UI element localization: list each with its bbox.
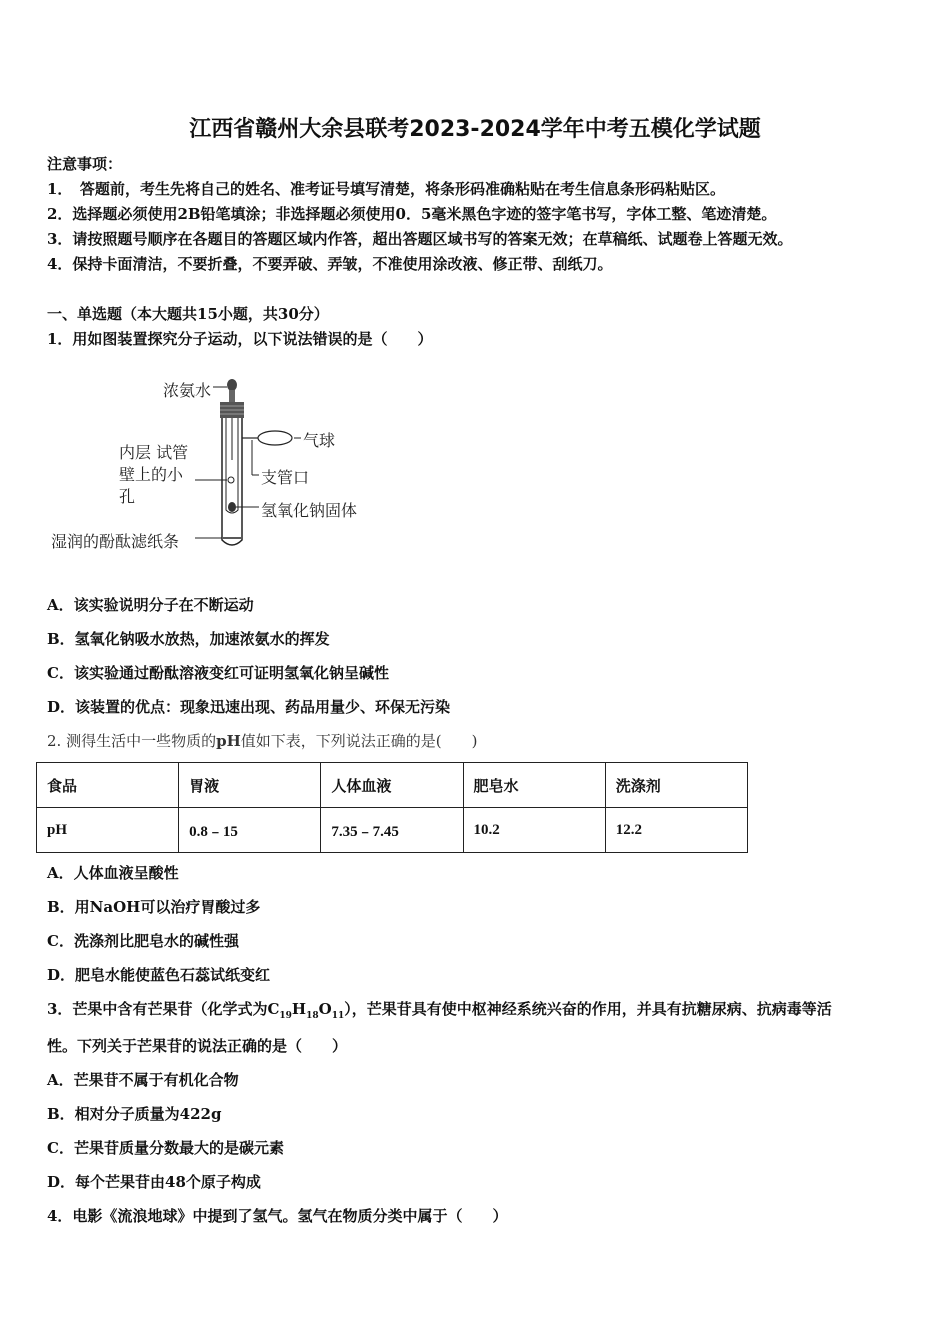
q2-stem	[47, 730, 478, 751]
label-hole: 孔	[119, 487, 136, 506]
notice-item: 1． 答题前，考生先将自己的姓名、准考证号填写清楚，将条形码准确粘贴在考生信息条形码粘贴区。	[47, 180, 725, 198]
formula-part: O	[318, 1000, 332, 1018]
table-header-cell: 人体血液	[321, 763, 463, 808]
notice-heading: 注意事项：	[47, 155, 123, 173]
label-paper: 湿润的酚酞滤纸条	[51, 532, 180, 551]
q3-option-c: C．芒果苷质量分数最大的是碳元素	[47, 1139, 284, 1157]
notice-item: 2．选择题必须使用2B铅笔填涂；非选择题必须使用0．5毫米黑色字迹的签字笔书写，字体工整、笔迹清楚。	[47, 205, 777, 223]
q2-stem-b: 值如下表，下列说法正确的是( )	[240, 732, 478, 750]
apparatus-diagram	[45, 370, 385, 560]
label-balloon: 气球	[303, 431, 336, 450]
table-header-cell: 食品	[37, 763, 179, 808]
q2-stem-a: 测得生活中一些物质的	[66, 732, 217, 750]
q2-option-a: A．人体血液呈酸性	[47, 864, 179, 882]
label-hole: 壁上的小	[119, 465, 184, 484]
q2-stem-ph: pH	[216, 732, 241, 750]
formula-part: H	[291, 1000, 307, 1018]
label-hole: 内层 试管	[119, 443, 189, 462]
q1-option-a: A．该实验说明分子在不断运动	[47, 596, 254, 614]
q2-number: 2.	[47, 732, 62, 750]
q2-option-b: B．用NaOH可以治疗胃酸过多	[47, 898, 261, 916]
q3-option-b: B．相对分子质量为422g	[47, 1105, 222, 1123]
table-header-cell: 肥皂水	[463, 763, 605, 808]
q3-option-d: D．每个芒果苷由48个原子构成	[47, 1173, 261, 1191]
q1-option-b: B．氢氧化钠吸水放热，加速浓氨水的挥发	[47, 630, 330, 648]
formula-sub: 11	[331, 1011, 345, 1021]
q2-option-d: D．肥皂水能使蓝色石蕊试纸变红	[47, 966, 271, 984]
notice-item: 3．请按照题号顺序在各题目的答题区域内作答，超出答题区域书写的答案无效；在草稿纸、试题卷上答题无效。	[47, 230, 793, 248]
q1-option-d: D．该装置的优点：现象迅速出现、药品用量少、环保无污染	[47, 698, 451, 716]
ph-table	[36, 762, 748, 853]
q3-stem-a: 3．芒果中含有芒果苷（化学式为C	[47, 1000, 280, 1018]
q4-stem: 4．电影《流浪地球》中提到了氢气。氢气在物质分类中属于（ ）	[47, 1207, 508, 1225]
notice-item: 4．保持卡面清洁，不要折叠，不要弄破、弄皱，不准使用涂改液、修正带、刮纸刀。	[47, 255, 613, 273]
table-cell: 10.2	[463, 808, 605, 853]
label-branch: 支管口	[261, 468, 310, 487]
q3-stem-line1	[47, 998, 832, 1021]
table-row	[37, 808, 748, 853]
table-cell: 0.8﹣15	[179, 808, 321, 853]
label-ammonia: 浓氨水	[163, 381, 212, 400]
formula-sub: 19	[279, 1011, 292, 1021]
q3-option-a: A．芒果苷不属于有机化合物	[47, 1071, 239, 1089]
table-header-cell: 胃液	[179, 763, 321, 808]
q3-stem-b: ），芒果苷具有使中枢神经系统兴奋的作用，并具有抗糖尿病、抗病毒等活	[344, 1000, 832, 1018]
table-cell: pH	[37, 808, 179, 853]
table-cell: 7.35﹣7.45	[321, 808, 463, 853]
table-cell: 12.2	[605, 808, 747, 853]
q1-stem: 1．用如图装置探究分子运动，以下说法错误的是（ ）	[47, 330, 433, 348]
q2-option-c: C．洗涤剂比肥皂水的碱性强	[47, 932, 239, 950]
formula-sub: 18	[306, 1011, 319, 1021]
q3-stem-line2: 性。下列关于芒果苷的说法正确的是（ ）	[47, 1037, 348, 1055]
label-naoh: 氢氧化钠固体	[261, 501, 358, 520]
table-row	[37, 763, 748, 808]
table-header-cell: 洗涤剂	[605, 763, 747, 808]
page-title: 江西省赣州大余县联考2023-2024学年中考五模化学试题	[189, 117, 761, 142]
section-heading: 一、单选题（本大题共15小题，共30分）	[47, 305, 329, 323]
q1-option-c: C．该实验通过酚酞溶液变红可证明氢氧化钠呈碱性	[47, 664, 389, 682]
